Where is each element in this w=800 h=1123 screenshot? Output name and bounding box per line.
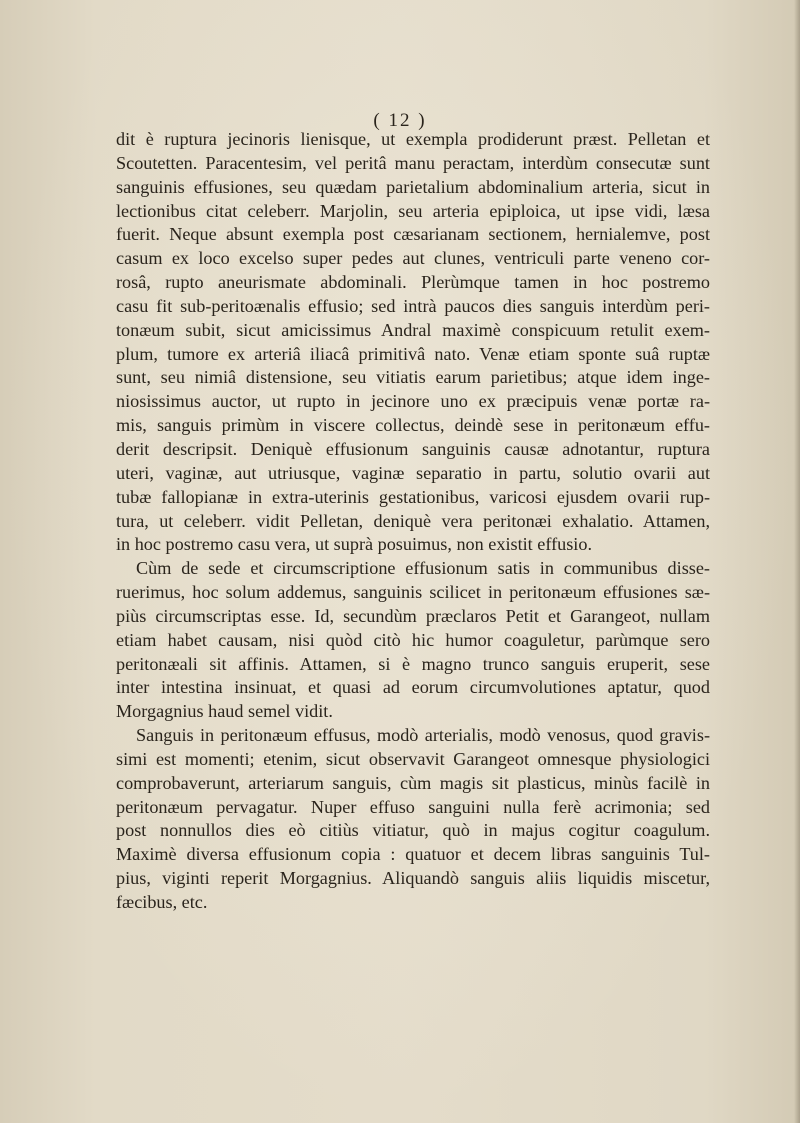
text-line: casu fit sub-peritoænalis effusio; sed intrà paucos dies sanguis interdùm peri-	[116, 295, 710, 316]
text-line: simi est momenti; etenim, sicut observavit Garangeot omnesque physiologici	[116, 748, 710, 769]
text-line: peritonæum pervagatur. Nuper effuso sanguini nulla ferè acrimonia; sed	[116, 796, 710, 817]
text-line: derit descripsit. Deniquè effusionum sanguinis causæ adnotantur, ruptura	[116, 438, 710, 459]
text-line: Cùm de sede et circumscriptione effusionum satis in communibus disse-	[136, 558, 710, 579]
text-line: Morgagnius haud semel vidit.	[116, 701, 333, 722]
text-line: tubæ fallopianæ in extra-uterinis gestationibus, varicosi ejusdem ovarii rup-	[116, 486, 710, 507]
text-line: etiam habet causam, nisi quòd citò hic humor coaguletur, parùmque sero	[116, 629, 710, 650]
text-line: in hoc postremo casu vera, ut suprà posuimus, non existit effusio.	[116, 534, 593, 555]
text-line: tura, ut celeberr. vidit Pelletan, deniquè vera peritonæi exhalatio. Attamen,	[116, 510, 710, 531]
text-line: inter intestina insinuat, et quasi ad eorum circumvolutiones aptatur, quod	[116, 677, 710, 698]
text-line: dit è ruptura jecinoris lienisque, ut exempla prodiderunt præst. Pelletan et	[116, 129, 710, 149]
text-line: fæcibus, etc.	[116, 892, 208, 912]
text-line: sanguinis effusiones, seu quædam parietalium abdominalium arteria, sicut in	[116, 176, 710, 197]
text-line: lectionibus citat celeberr. Marjolin, seu arteria epiploica, ut ipse vidi, læsa	[116, 200, 710, 221]
page-number: ( 12 )	[373, 110, 427, 131]
text-line: uteri, vaginæ, aut utriusque, vaginæ separatio in partu, solutio ovarii aut	[116, 462, 710, 483]
text-line: mis, sanguis primùm in viscere collectus, deindè sese in peritonæum effu-	[116, 415, 710, 436]
text-line: ruerimus, hoc solum addemus, sanguinis scilicet in peritonæum effusiones sæ-	[116, 582, 710, 603]
text-line: comprobaverunt, arteriarum sanguis, cùm magis sit plasticus, minùs facilè in	[116, 772, 710, 793]
text-line: peritonæali sit affinis. Attamen, si è magno trunco sanguis eruperit, sese	[116, 653, 710, 674]
text-line: Sanguis in peritonæum effusus, modò arterialis, modò venosus, quod gravis-	[136, 725, 710, 746]
text-line: pius, viginti reperit Morgagnius. Aliquandò sanguis aliis liquidis miscetur,	[116, 868, 710, 889]
body-text	[116, 128, 710, 915]
text-line: Maximè diversa effusionum copia : quatuor et decem libras sanguinis Tul-	[116, 844, 710, 865]
text-line: sunt, seu nimiâ distensione, seu vitiatis earum parietibus; atque idem inge-	[116, 367, 710, 388]
text-line: plum, tumore ex arteriâ iliacâ primitivâ nato. Venæ etiam sponte suâ ruptæ	[116, 343, 710, 364]
text-line: niosissimus auctor, ut rupto in jecinore uno ex præcipuis venæ portæ ra-	[116, 391, 710, 412]
text-line: piùs circumscriptas esse. Id, secundùm præclaros Petit et Garangeot, nullam	[116, 605, 710, 626]
text-line: Scoutetten. Paracentesim, vel peritâ manu peractam, interdùm consecutæ sunt	[116, 152, 710, 173]
text-line: tonæum subit, sicut amicissimus Andral maximè conspicuum retulit exem-	[116, 319, 710, 340]
text-line: fuerit. Neque absunt exempla post cæsarianam sectionem, hernialemve, post	[116, 224, 710, 245]
page-edge-shadow	[794, 0, 800, 1123]
text-line: casum ex loco excelso super pedes aut clunes, ventriculi parte veneno cor-	[116, 248, 710, 269]
text-line: rosâ, rupto aneurismate abdominali. Plerùmque tamen in hoc postremo	[116, 272, 710, 293]
text-line: post nonnullos dies eò citiùs vitiatur, quò in majus cogitur coagulum.	[116, 820, 710, 841]
